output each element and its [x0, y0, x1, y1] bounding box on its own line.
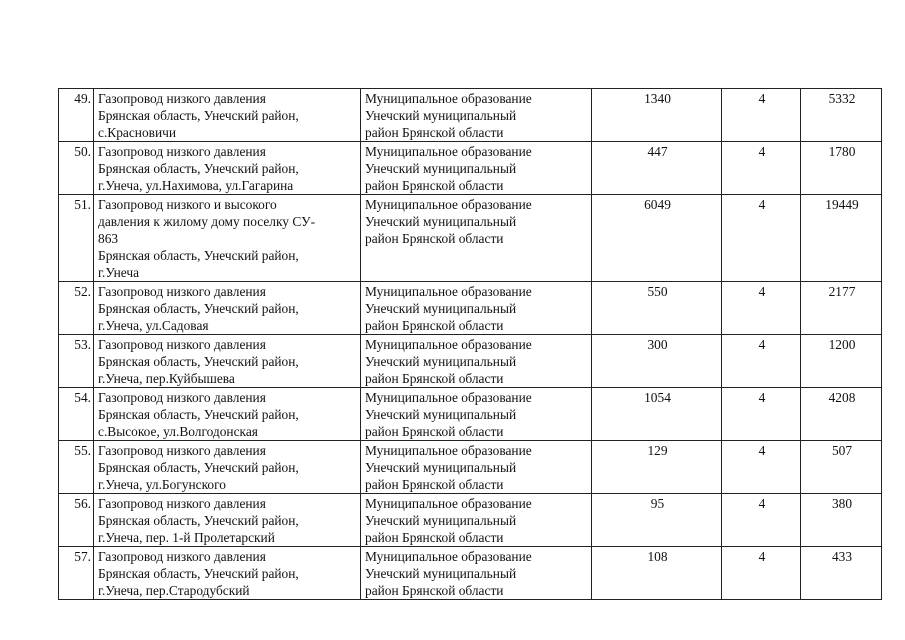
owner-description-line: Муниципальное образование: [365, 197, 532, 212]
table-row: [59, 388, 882, 441]
object-description-line: Брянская область, Унечский район,: [98, 161, 299, 176]
table-row: [59, 441, 882, 494]
table-row: [59, 494, 882, 547]
owner-description: [361, 335, 592, 388]
table-row: [59, 195, 882, 282]
value-col-1: 447: [592, 142, 722, 195]
object-description-line: давления к жилому дому поселку СУ-: [98, 214, 316, 229]
owner-description: [361, 195, 592, 282]
object-description: [94, 335, 361, 388]
object-description-line: г.Унеча, ул.Садовая: [98, 318, 209, 333]
owner-description-line: Унечский муниципальный: [365, 161, 517, 176]
value-col-2: 4: [722, 142, 801, 195]
owner-description: [361, 494, 592, 547]
object-description: [94, 494, 361, 547]
object-description: [94, 89, 361, 142]
object-description-line: Брянская область, Унечский район,: [98, 407, 299, 422]
value-col-2: 4: [722, 547, 801, 600]
row-number: 52.: [59, 282, 94, 335]
owner-description-line: Муниципальное образование: [365, 337, 532, 352]
owner-description-line: район Брянской области: [365, 371, 504, 386]
object-description-line: Газопровод низкого давления: [98, 91, 266, 106]
owner-description: [361, 282, 592, 335]
object-description-line: г.Унеча, пер.Стародубский: [98, 583, 250, 598]
property-registry-table: [58, 88, 882, 600]
value-col-1: 108: [592, 547, 722, 600]
object-description-line: с.Высокое, ул.Волгодонская: [98, 424, 258, 439]
value-col-1: 95: [592, 494, 722, 547]
value-col-2: 4: [722, 494, 801, 547]
owner-description-line: район Брянской области: [365, 424, 504, 439]
value-col-3: 19449: [801, 195, 882, 282]
owner-description: [361, 547, 592, 600]
owner-description-line: Муниципальное образование: [365, 443, 532, 458]
object-description-line: Брянская область, Унечский район,: [98, 248, 299, 263]
owner-description-line: район Брянской области: [365, 231, 504, 246]
object-description-line: Газопровод низкого давления: [98, 496, 266, 511]
owner-description-line: Муниципальное образование: [365, 496, 532, 511]
object-description-line: Газопровод низкого давления: [98, 337, 266, 352]
owner-description-line: Унечский муниципальный: [365, 301, 517, 316]
owner-description: [361, 89, 592, 142]
value-col-1: 1340: [592, 89, 722, 142]
owner-description-line: Муниципальное образование: [365, 91, 532, 106]
owner-description-line: Муниципальное образование: [365, 144, 532, 159]
object-description-line: Брянская область, Унечский район,: [98, 301, 299, 316]
value-col-2: 4: [722, 195, 801, 282]
object-description-line: Газопровод низкого и высокого: [98, 197, 277, 212]
object-description-line: Газопровод низкого давления: [98, 390, 266, 405]
owner-description: [361, 441, 592, 494]
owner-description-line: Унечский муниципальный: [365, 354, 517, 369]
value-col-3: 433: [801, 547, 882, 600]
owner-description-line: Унечский муниципальный: [365, 460, 517, 475]
owner-description-line: Унечский муниципальный: [365, 566, 517, 581]
row-number: 56.: [59, 494, 94, 547]
row-number: 51.: [59, 195, 94, 282]
owner-description: [361, 388, 592, 441]
object-description-line: Газопровод низкого давления: [98, 549, 266, 564]
row-number: 50.: [59, 142, 94, 195]
value-col-2: 4: [722, 89, 801, 142]
object-description-line: Брянская область, Унечский район,: [98, 513, 299, 528]
owner-description-line: район Брянской области: [365, 530, 504, 545]
table-row: [59, 547, 882, 600]
value-col-2: 4: [722, 335, 801, 388]
object-description-line: Брянская область, Унечский район,: [98, 460, 299, 475]
row-number: 54.: [59, 388, 94, 441]
object-description-line: г.Унеча: [98, 265, 140, 280]
object-description-line: Газопровод низкого давления: [98, 443, 266, 458]
object-description-line: Брянская область, Унечский район,: [98, 566, 299, 581]
owner-description-line: Унечский муниципальный: [365, 513, 517, 528]
object-description: [94, 142, 361, 195]
value-col-1: 129: [592, 441, 722, 494]
table-row: [59, 89, 882, 142]
owner-description-line: Муниципальное образование: [365, 284, 532, 299]
object-description: [94, 195, 361, 282]
value-col-3: 380: [801, 494, 882, 547]
object-description-line: Газопровод низкого давления: [98, 284, 266, 299]
owner-description-line: Унечский муниципальный: [365, 108, 517, 123]
value-col-1: 6049: [592, 195, 722, 282]
owner-description-line: Унечский муниципальный: [365, 407, 517, 422]
value-col-2: 4: [722, 282, 801, 335]
owner-description-line: район Брянской области: [365, 318, 504, 333]
value-col-1: 1054: [592, 388, 722, 441]
object-description-line: г.Унеча, ул.Нахимова, ул.Гагарина: [98, 178, 294, 193]
object-description-line: г.Унеча, ул.Богунского: [98, 477, 226, 492]
row-number: 53.: [59, 335, 94, 388]
object-description-line: г.Унеча, пер. 1-й Пролетарский: [98, 530, 275, 545]
object-description-line: с.Красновичи: [98, 125, 177, 140]
table-row: [59, 335, 882, 388]
value-col-3: 4208: [801, 388, 882, 441]
object-description-line: Газопровод низкого давления: [98, 144, 266, 159]
owner-description-line: район Брянской области: [365, 583, 504, 598]
owner-description-line: район Брянской области: [365, 125, 504, 140]
row-number: 55.: [59, 441, 94, 494]
object-description-line: г.Унеча, пер.Куйбышева: [98, 371, 235, 386]
table-body: [59, 89, 882, 600]
row-number: 49.: [59, 89, 94, 142]
value-col-1: 300: [592, 335, 722, 388]
value-col-3: 2177: [801, 282, 882, 335]
table-row: [59, 282, 882, 335]
owner-description-line: Унечский муниципальный: [365, 214, 517, 229]
owner-description-line: район Брянской области: [365, 477, 504, 492]
object-description: [94, 388, 361, 441]
value-col-2: 4: [722, 388, 801, 441]
table-row: [59, 142, 882, 195]
value-col-3: 1780: [801, 142, 882, 195]
owner-description-line: Муниципальное образование: [365, 390, 532, 405]
value-col-3: 507: [801, 441, 882, 494]
owner-description-line: район Брянской области: [365, 178, 504, 193]
object-description-line: Брянская область, Унечский район,: [98, 354, 299, 369]
object-description: [94, 282, 361, 335]
object-description-line: Брянская область, Унечский район,: [98, 108, 299, 123]
owner-description-line: Муниципальное образование: [365, 549, 532, 564]
owner-description: [361, 142, 592, 195]
value-col-1: 550: [592, 282, 722, 335]
object-description: [94, 441, 361, 494]
row-number: 57.: [59, 547, 94, 600]
value-col-3: 5332: [801, 89, 882, 142]
object-description-line: 863: [98, 231, 119, 246]
value-col-3: 1200: [801, 335, 882, 388]
object-description: [94, 547, 361, 600]
value-col-2: 4: [722, 441, 801, 494]
